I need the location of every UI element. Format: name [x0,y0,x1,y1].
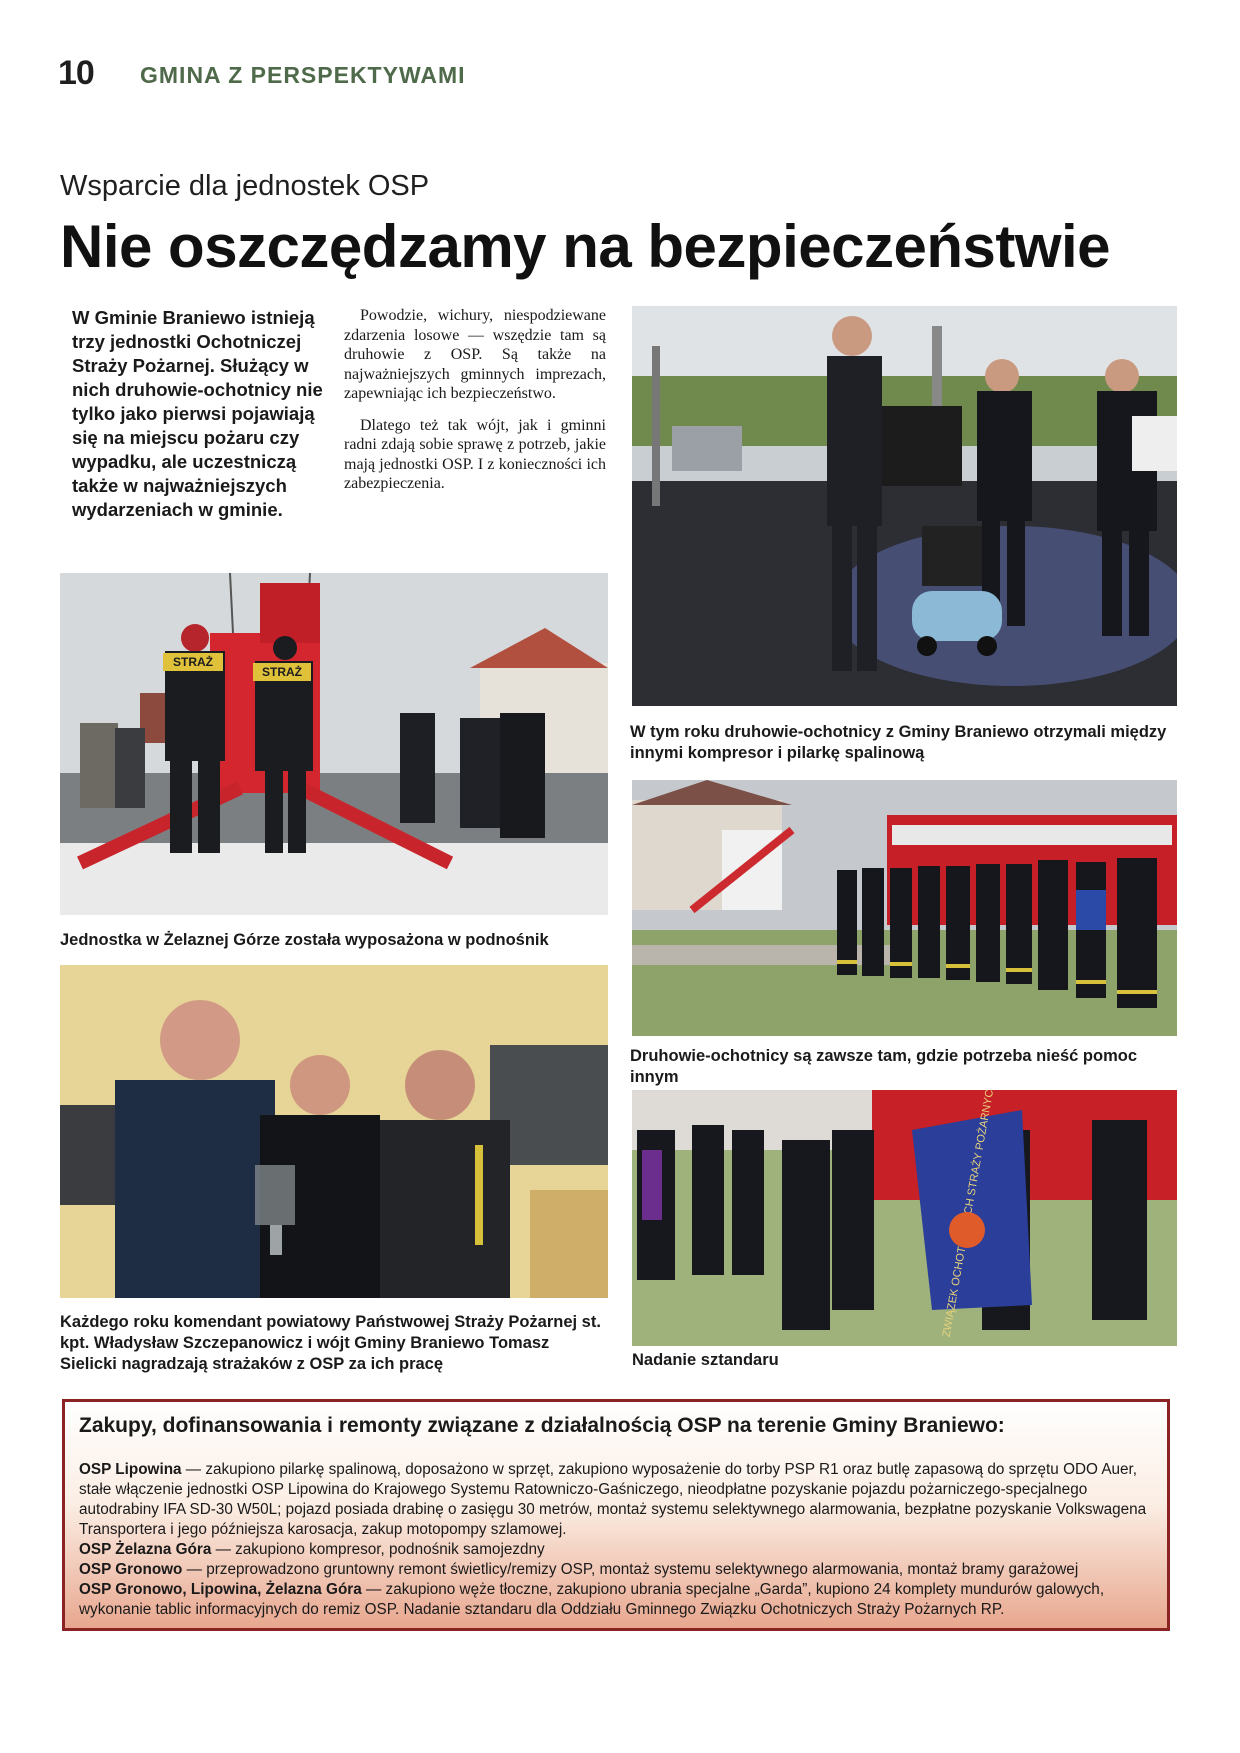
article-body [344,306,606,506]
article-paragraph: Powodzie, wichury, niespodziewane zdarzenia losowe — wszędzie tam są druhowie z OSP. Są także na najważniejszych gminnych imprezach, zapewniając ich bezpieczeństwo. [344,307,606,402]
caption-award: Każdego roku komendant powiatowy Państwowej Straży Pożarnej st. kpt. Władysław Szczepanowicz i wójt Gminy Braniewo Tomasz Sielicki nagradzają strażaków z OSP za ich pracę [60,1313,601,1373]
photo-stage-ceremony [632,306,1177,706]
info-entry-name: OSP Lipowina [79,1461,182,1478]
page-number: 10 [58,54,94,92]
photo-lift [60,573,608,915]
info-entry-text: — zakupiono kompresor, podnośnik samojezdny [211,1541,545,1558]
caption-formation: Druhowie-ochotnicy są zawsze tam, gdzie potrzeba nieść pomoc innym [630,1047,1138,1086]
photo-banner [632,1090,1177,1346]
photo-formation [632,780,1177,1036]
article-kicker: Wsparcie dla jednostek OSP [60,170,430,202]
straz-label: STRAŻ [173,655,213,669]
article-lead: W Gminie Braniewo istnieją trzy jednostki Ochotniczej Straży Pożarnej. Służący w nich druhowie-ochotnicy nie tylko jako pierwsi pojawiają się na miejscu pożaru czy wypadku, ale uczestniczą także w najważniejszych wydarzeniach w gminie. [72,307,323,520]
banner-text: ZWIĄZEK STRAŻY POŻARNYCH [940,1090,998,1339]
info-entry [79,1580,1159,1620]
photo-award [60,965,608,1298]
info-box-title: Zakupy, dofinansowania i remonty związane z działalnością OSP na terenie Gminy Braniewo: [79,1414,1005,1437]
info-box [62,1399,1170,1631]
info-entry-name: OSP Żelazna Góra [79,1541,212,1558]
section-title: GMINA Z PERSPEKTYWAMI [140,62,466,88]
info-box-text [79,1460,1159,1620]
caption-stage: W tym roku druhowie-ochotnicy z Gminy Braniewo otrzymali między innymi kompresor i pilarkę spalinową [630,723,1167,762]
info-entry [79,1460,1159,1540]
article-paragraph: Dlatego też tak wójt, jak i gminni radni zdają sobie sprawę z potrzeb, jakie mają jednostki OSP. I z konieczności ich zabezpieczenia. [344,416,606,492]
info-entry-text: — zakupiono pilarkę spalinową, doposażono w sprzęt, zakupiono wyposażenie do torby PSP R1 oraz butlę zapasową do sprzętu ODO Auer, stałe włączenie jednostki OSP Lipowina do Krajowego Systemu Ratowniczo-Gaśniczego, nieodpłatne pozyskanie pojazdu pożarniczego-specjalnego autodrabiny IFA SD-30 W50L; pojazd posiada drabinę o zasięgu 30 metrów, montaż systemu selektywnego alarmowania, bezpłatne pozyskanie Volkswagena Transportera i jego późniejsza karosacja, zakup motopompy szlamowej. [79,1461,1147,1538]
article-headline: Nie oszczędzamy na bezpieczeństwie [60,213,1111,280]
info-entry-name: OSP Gronowo [79,1561,183,1578]
info-entry-text: — zakupiono węże tłoczne, zakupiono ubrania specjalne „Garda”, kupiono 24 komplety mundurów galowych, wykonanie tablic informacyjnych do remiz OSP. Nadanie sztandaru dla Oddziału Gminnego Związku Ochotniczych Straży Pożarnych RP. [79,1581,1105,1618]
info-entry [79,1560,1159,1580]
caption-lift: Jednostka w Żelaznej Górze została wyposażona w podnośnik [60,931,549,949]
caption-banner: Nadanie sztandaru [632,1351,779,1369]
info-entry-name: OSP Gronowo, Lipowina, Żelazna Góra [79,1581,362,1598]
info-entry [79,1540,1159,1560]
info-entry-text: — przeprowadzono gruntowny remont świetlicy/remizy OSP, montaż systemu selektywnego alarmowania, montaż bramy garażowej [182,1561,1079,1578]
straz-label: STRAŻ [262,665,302,679]
